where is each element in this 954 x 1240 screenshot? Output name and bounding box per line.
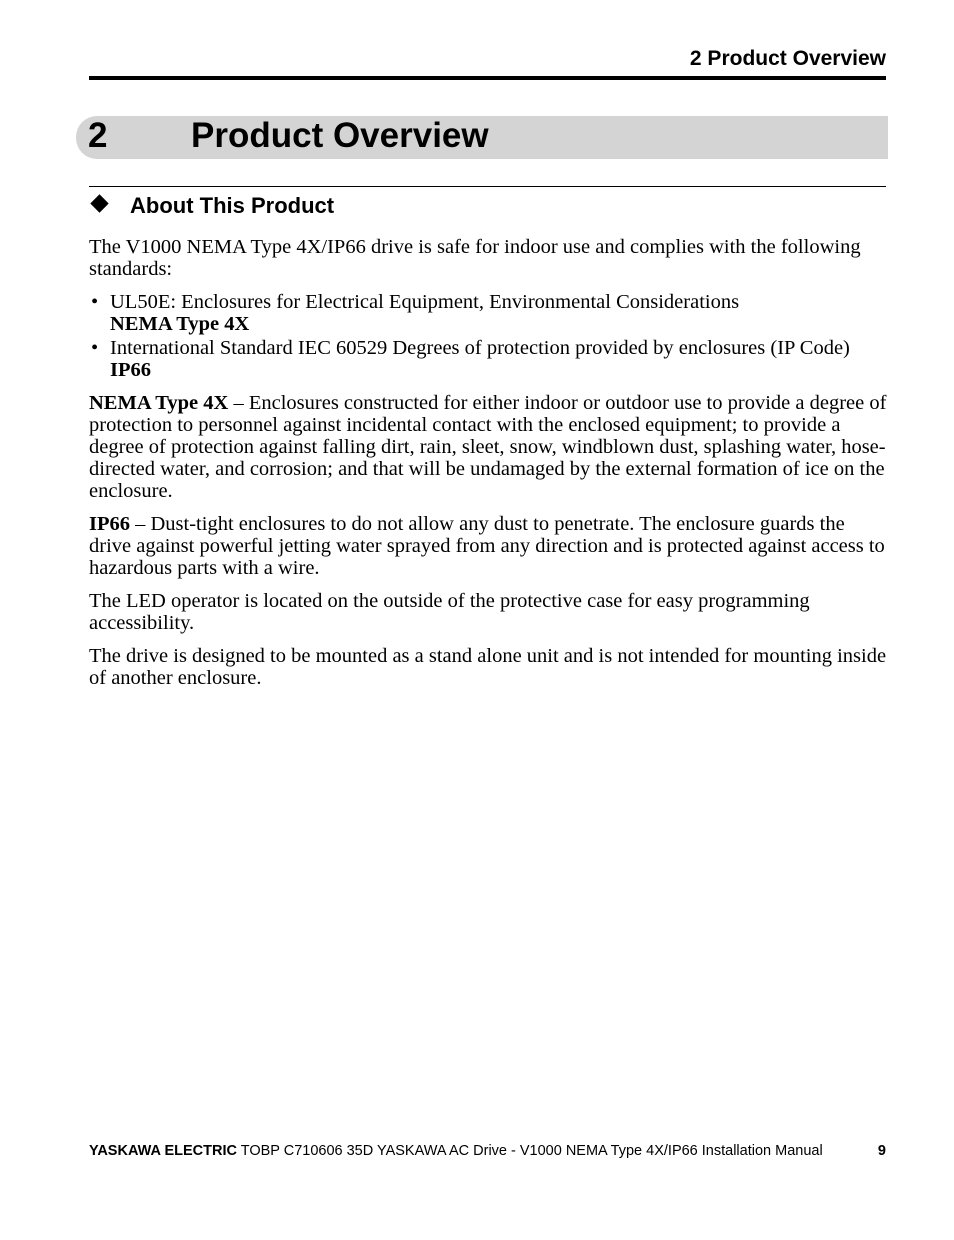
list-item-text: UL50E: Enclosures for Electrical Equipment, Environmental Considerations	[110, 291, 740, 313]
led-operator-paragraph: The LED operator is located on the outside of the protective case for easy programming accessibility.	[89, 590, 810, 634]
list-item-rating: IP66	[110, 359, 151, 381]
nema-definition-paragraph	[89, 392, 889, 502]
intro-paragraph: The V1000 NEMA Type 4X/IP66 drive is safe for indoor use and complies with the following standards:	[89, 236, 861, 280]
bullet-mark: •	[91, 291, 99, 313]
page-number: 9	[877, 1143, 886, 1159]
ip66-definition-paragraph	[89, 513, 889, 579]
ip66-term: IP66	[89, 513, 130, 535]
section-title: About This Product	[130, 193, 335, 218]
page-footer	[89, 1141, 886, 1161]
list-item-text: International Standard IEC 60529 Degrees of protection provided by enclosures (IP Code)	[110, 337, 850, 359]
nema-definition: – Enclosures constructed for either indoor or outdoor use to provide a degree of protection to personnel against incidental contact with the enclosed equipment; to provide a degree of protection against falling dirt, rain, sleet, snow, windblown dust, splashing water, hose-directed water, and corrosion; and that will be undamaged by the external formation of ice on the enclosure.	[89, 392, 887, 502]
header-rule	[89, 76, 886, 80]
running-header: 2 Product Overview	[689, 47, 886, 70]
chapter-title-band	[76, 116, 888, 159]
diamond-bullet-icon	[90, 194, 108, 212]
body-content	[89, 236, 889, 700]
list-item	[89, 291, 889, 335]
list-item-rating: NEMA Type 4X	[110, 313, 250, 335]
ip66-definition: – Dust-tight enclosures to do not allow any dust to penetrate. The enclosure guards the drive against powerful jetting water sprayed from any direction and is protected against access to hazardous parts with a wire.	[89, 513, 885, 579]
nema-term: NEMA Type 4X	[89, 392, 229, 414]
section-rule	[89, 186, 886, 187]
section-heading	[89, 192, 334, 220]
mounting-paragraph: The drive is designed to be mounted as a stand alone unit and is not intended for mounting inside of another enclosure.	[89, 645, 887, 689]
footer-brand: YASKAWA ELECTRIC	[89, 1143, 237, 1159]
chapter-number: 2	[88, 116, 108, 155]
standards-list	[89, 291, 889, 381]
chapter-title: Product Overview	[191, 116, 489, 155]
list-item	[89, 337, 889, 381]
footer-document-title: TOBP C710606 35D YASKAWA AC Drive - V1000 NEMA Type 4X/IP66 Installation Manual	[236, 1143, 823, 1159]
bullet-mark: •	[91, 337, 99, 359]
